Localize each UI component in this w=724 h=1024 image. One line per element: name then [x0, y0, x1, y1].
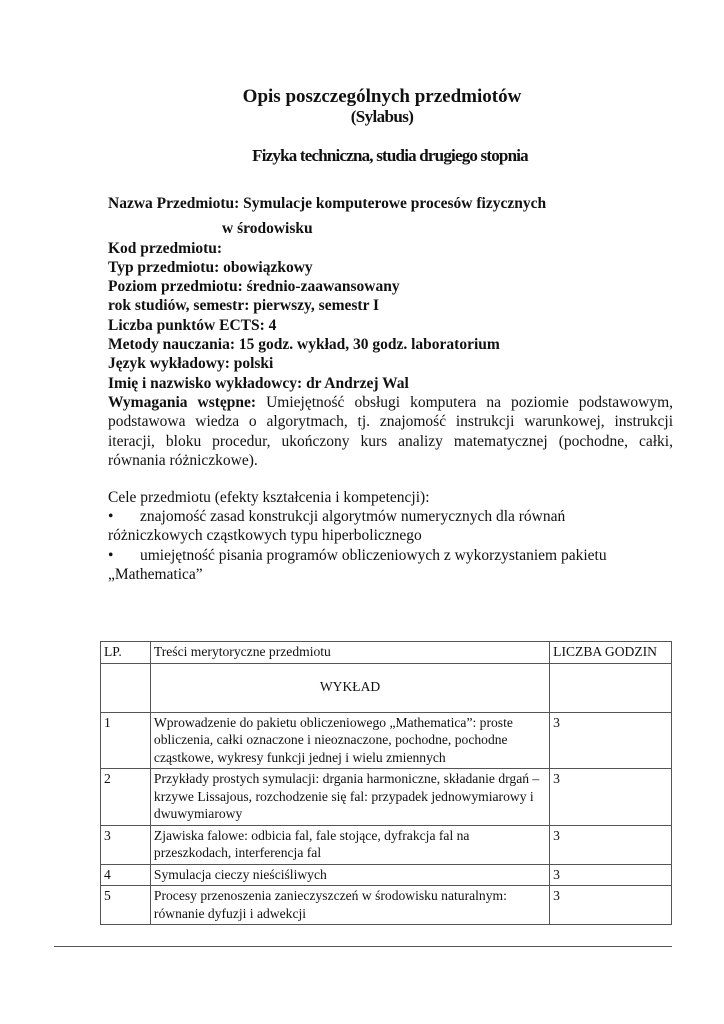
row-lp: 2 [101, 769, 151, 826]
table-row [101, 864, 672, 886]
row-content: Wprowadzenie do pakietu obliczeniowego „Mathematica”: proste obliczenia, całki oznaczone i nieoznaczone, pochodne, pochodne cząstkowe, wykresy funkcji jednej i wielu zmiennych [150, 712, 549, 769]
goal-item-1 [108, 507, 673, 526]
row-content: Symulacja cieczy nieściśliwych [150, 864, 549, 886]
bullet-icon: • [108, 508, 114, 526]
row-hours: 3 [550, 825, 672, 864]
course-language: Język wykładowy: polski [108, 355, 274, 373]
row-lp: 5 [101, 886, 151, 925]
course-ects: Liczba punktów ECTS: 4 [108, 316, 277, 334]
course-year-semester: rok studiów, semestr: pierwszy, semestr I [108, 297, 380, 315]
row-hours: 3 [550, 769, 672, 826]
course-code: Kod przedmiotu: [108, 239, 223, 257]
row-content: Procesy przenoszenia zanieczyszczeń w środowisku naturalnym: równanie dyfuzji i adwekcji [150, 886, 549, 925]
course-name-continued: w środowisku [222, 220, 313, 238]
course-type: Typ przedmiotu: obowiązkowy [108, 258, 313, 276]
row-hours: 3 [550, 886, 672, 925]
row-content: Przykłady prostych symulacji: drgania harmoniczne, składanie drgań – krzywe Lissajous, rozchodzenie się fal: przypadek jednowymiarowy i dwuwymiarowy [150, 769, 549, 826]
course-requirements [108, 393, 673, 470]
row-hours: 3 [550, 712, 672, 769]
table-row [101, 825, 672, 864]
course-goals [108, 488, 673, 584]
table-header-row [101, 642, 672, 664]
goal-item-2 [108, 546, 673, 565]
row-hours: 3 [550, 864, 672, 886]
requirements-text: Umiejętność obsługi komputera na poziomie podstawowym, podstawowa wiedza o algorytmach, tj. znajomość instrukcji warunkowej, instrukcji iteracji, bloku procedur, ukończony kurs analizy matematycznej (pochodne, całki, równania różniczkowe). [108, 393, 674, 469]
goal-item-2-text-b: „Mathematica” [108, 565, 203, 583]
goal-item-1-text-b: różniczkowych cząstkowych typu hiperbolicznego [108, 527, 422, 545]
goal-item-1-text-a: znajomość zasad konstrukcji algorytmów numerycznych dla równań [140, 508, 566, 526]
row-lp: 3 [101, 825, 151, 864]
course-methods: Metody nauczania: 15 godz. wykład, 30 godz. laboratorium [108, 336, 500, 354]
requirements-label: Wymagania wstępne: [108, 393, 257, 411]
section-label: WYKŁAD [150, 663, 549, 712]
course-name: Nazwa Przedmiotu: Symulacje komputerowe procesów fizycznych [108, 195, 547, 212]
row-content: Zjawiska falowe: odbicia fal, fale stojące, dyfrakcja fal na przeszkodach, interferencja fal [150, 825, 549, 864]
syllabus-table [100, 641, 672, 925]
course-lecturer: Imię i nazwisko wykładowcy: dr Andrzej Wal [108, 374, 409, 392]
table-row [101, 712, 672, 769]
field-of-study: Fizyka techniczna, studia drugiego stopnia [252, 146, 528, 165]
table-row [101, 886, 672, 925]
goal-item-2-text-a: umiejętność pisania programów obliczeniowych z wykorzystaniem pakietu [140, 546, 607, 564]
course-level: Poziom przedmiotu: średnio-zaawansowany [108, 278, 400, 296]
course-info [108, 194, 673, 470]
document-title: Opis poszczególnych przedmiotów [242, 86, 522, 107]
goals-heading: Cele przedmiotu (efekty kształcenia i kompetencji): [108, 489, 430, 506]
table-row [101, 769, 672, 826]
header-lp: LP. [101, 642, 151, 664]
page-bottom-rule [54, 946, 672, 947]
bullet-icon: • [108, 546, 114, 564]
header-hours: LICZBA GODZIN [550, 642, 672, 664]
section-row [101, 663, 672, 712]
document-subtitle: (Sylabus) [350, 107, 414, 126]
header-content: Treści merytoryczne przedmiotu [150, 642, 549, 664]
row-lp: 1 [101, 712, 151, 769]
row-lp: 4 [101, 864, 151, 886]
